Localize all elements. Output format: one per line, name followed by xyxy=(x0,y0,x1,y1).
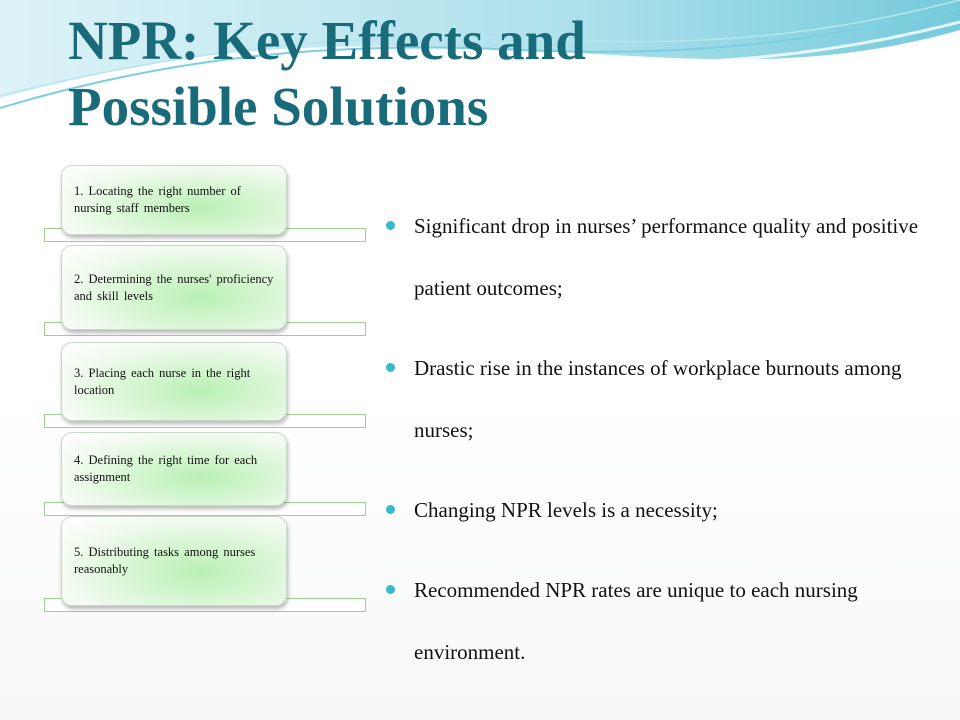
step-box xyxy=(61,342,287,421)
step-label: 3. Placing each nurse in the right location xyxy=(74,365,251,397)
title-line-1: NPR: Key Effects and xyxy=(68,10,586,71)
step-label: 5. Distributing tasks among nurses reasonably xyxy=(74,545,256,576)
bullet-item xyxy=(384,337,924,461)
step-box xyxy=(61,432,287,506)
bullet-text: Recommended NPR rates are unique to each nursing environment. xyxy=(414,578,858,664)
bullet-text: Changing NPR levels is a necessity; xyxy=(414,498,718,522)
step-box xyxy=(61,516,287,606)
bullet-item xyxy=(384,559,924,683)
bullet-text: Significant drop in nurses’ performance quality and positive patient outcomes; xyxy=(414,214,919,300)
bullet-dot-icon xyxy=(386,585,395,594)
title-line-2: Possible Solutions xyxy=(68,76,489,137)
step-box xyxy=(61,245,287,330)
step-label: 4. Defining the right time for each assignment xyxy=(74,453,258,484)
step-label: 1. Locating the right number of nursing staff members xyxy=(74,184,241,215)
step-box xyxy=(61,165,287,235)
bullet-item xyxy=(384,195,924,319)
bullet-dot-icon xyxy=(386,505,395,514)
bullet-list xyxy=(384,195,924,701)
bullet-item xyxy=(384,479,924,541)
bullet-text: Drastic rise in the instances of workplace burnouts among nurses; xyxy=(414,356,902,442)
bullet-dot-icon xyxy=(386,363,395,372)
step-label: 2. Determining the nurses' proficiency and skill levels xyxy=(74,271,274,303)
bullet-dot-icon xyxy=(386,221,395,230)
